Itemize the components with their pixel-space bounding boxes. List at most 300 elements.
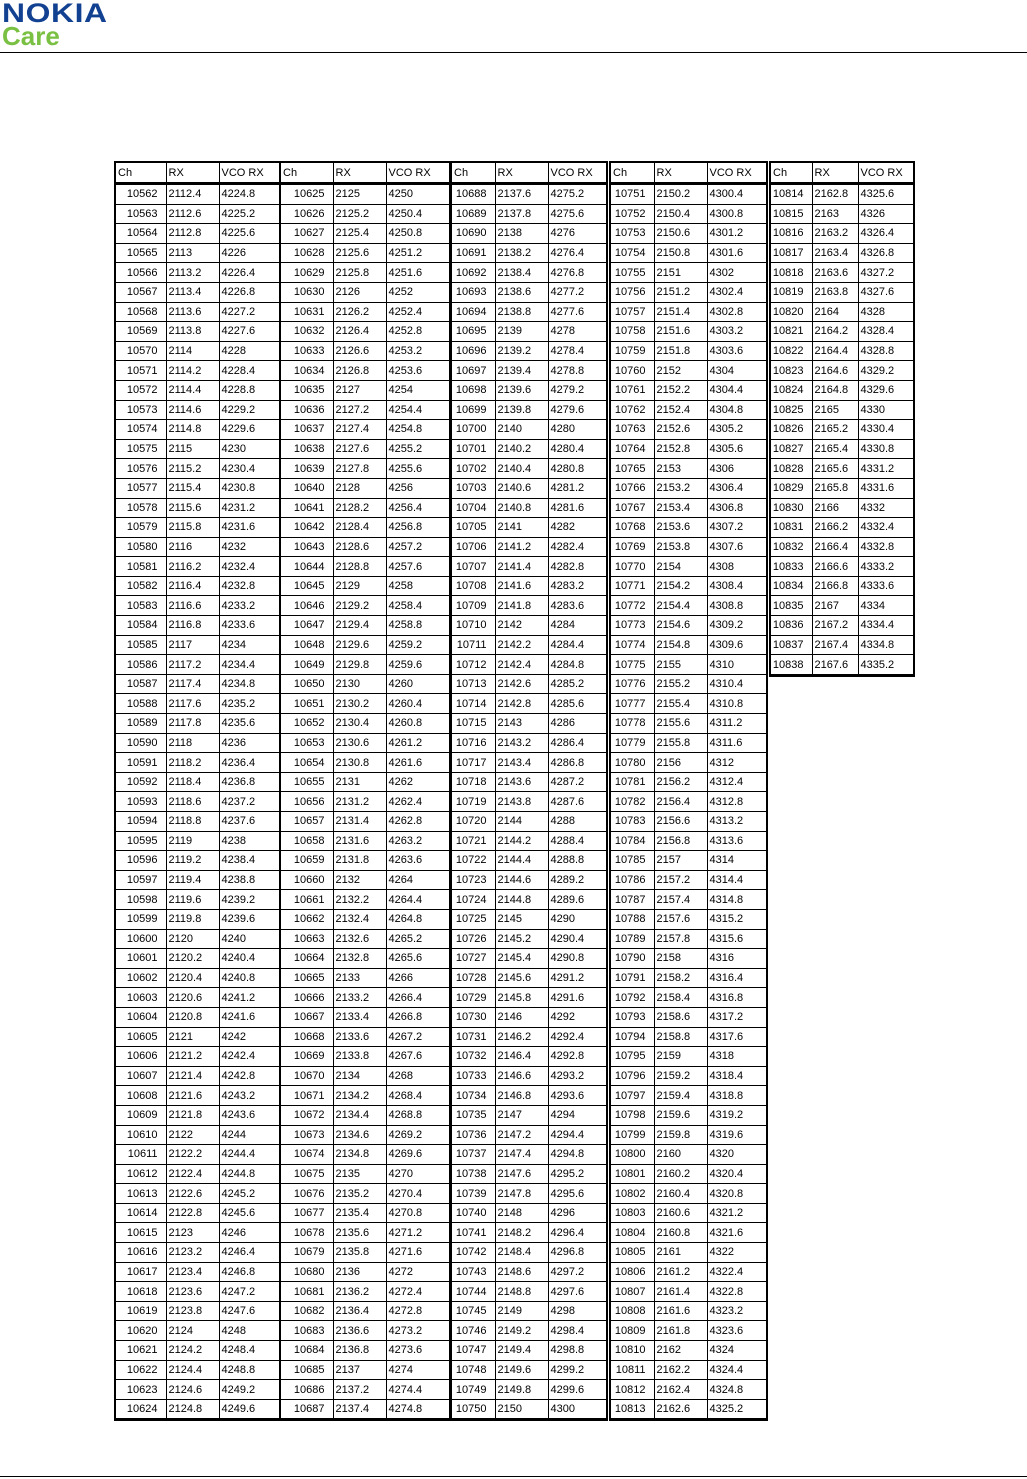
table-row (452, 1262, 606, 1282)
table-row (281, 733, 449, 753)
rx-cell: 2115.2 (166, 459, 219, 479)
ch-cell: 10775 (611, 655, 654, 675)
rx-cell: 2163.8 (812, 282, 858, 302)
vco-cell: 4245.2 (219, 1184, 279, 1204)
ch-cell: 10692 (452, 263, 495, 283)
vco-cell: 4298.8 (548, 1341, 606, 1361)
table-row (116, 753, 279, 773)
vco-cell: 4306.8 (707, 498, 766, 518)
table-row (116, 949, 279, 969)
table-row (452, 949, 606, 969)
ch-cell: 10677 (281, 1203, 333, 1223)
table-row (611, 851, 766, 871)
table-row (452, 1223, 606, 1243)
ch-cell: 10828 (771, 459, 812, 479)
vco-cell: 4296 (548, 1203, 606, 1223)
rx-cell: 2116.2 (166, 557, 219, 577)
rx-cell: 2160.8 (654, 1223, 707, 1243)
table-row (281, 1007, 449, 1027)
vco-cell: 4282.8 (548, 557, 606, 577)
table-row (452, 537, 606, 557)
vco-cell: 4252.8 (386, 322, 449, 342)
ch-cell: 10631 (281, 302, 333, 322)
vco-cell: 4244 (219, 1125, 279, 1145)
table-row (611, 1380, 766, 1400)
column-header-vco: VCO RX (548, 162, 606, 184)
vco-cell: 4241.6 (219, 1007, 279, 1027)
vco-cell: 4310.4 (707, 674, 766, 694)
vco-cell: 4252 (386, 282, 449, 302)
rx-cell: 2123.2 (166, 1243, 219, 1263)
table-row (611, 909, 766, 929)
table-row (116, 831, 279, 851)
vco-cell: 4236.8 (219, 772, 279, 792)
vco-cell: 4296.4 (548, 1223, 606, 1243)
rx-cell: 2159 (654, 1047, 707, 1067)
rx-cell: 2114 (166, 341, 219, 361)
vco-cell: 4308.4 (707, 576, 766, 596)
vco-cell: 4301.2 (707, 224, 766, 244)
table-row (452, 1380, 606, 1400)
table-row (116, 576, 279, 596)
ch-cell: 10777 (611, 694, 654, 714)
vco-cell: 4309.6 (707, 635, 766, 655)
table-row (452, 361, 606, 381)
ch-cell: 10602 (116, 968, 166, 988)
ch-cell: 10605 (116, 1027, 166, 1047)
vco-cell: 4244.8 (219, 1164, 279, 1184)
rx-cell: 2121.6 (166, 1086, 219, 1106)
table-row (116, 616, 279, 636)
ch-cell: 10676 (281, 1184, 333, 1204)
table-row (771, 478, 913, 498)
table-row (452, 322, 606, 342)
ch-cell: 10608 (116, 1086, 166, 1106)
rx-cell: 2140 (495, 420, 548, 440)
table-row (116, 341, 279, 361)
vco-cell: 4268.4 (386, 1086, 449, 1106)
rx-cell: 2113.4 (166, 282, 219, 302)
table-row (452, 968, 606, 988)
vco-cell: 4231.6 (219, 518, 279, 538)
table-header-row (281, 162, 449, 184)
header-divider (0, 52, 1027, 53)
rx-cell: 2129 (333, 576, 386, 596)
table-row (281, 635, 449, 655)
ch-cell: 10816 (771, 224, 812, 244)
ch-cell: 10712 (452, 655, 495, 675)
vco-cell: 4241.2 (219, 988, 279, 1008)
ch-cell: 10663 (281, 929, 333, 949)
table-row (281, 949, 449, 969)
vco-cell: 4314.8 (707, 890, 766, 910)
table-row (611, 1184, 766, 1204)
ch-cell: 10647 (281, 616, 333, 636)
ch-cell: 10709 (452, 596, 495, 616)
ch-cell: 10675 (281, 1164, 333, 1184)
rx-cell: 2153 (654, 459, 707, 479)
ch-cell: 10584 (116, 616, 166, 636)
vco-cell: 4255.2 (386, 439, 449, 459)
rx-cell: 2163.2 (812, 224, 858, 244)
ch-cell: 10686 (281, 1380, 333, 1400)
rx-cell: 2154.4 (654, 596, 707, 616)
ch-cell: 10783 (611, 812, 654, 832)
vco-cell: 4236.4 (219, 753, 279, 773)
rx-cell: 2118.8 (166, 812, 219, 832)
vco-cell: 4292.8 (548, 1047, 606, 1067)
vco-cell: 4281.2 (548, 478, 606, 498)
vco-cell: 4302 (707, 263, 766, 283)
vco-cell: 4301.6 (707, 243, 766, 263)
table-row (611, 439, 766, 459)
table-row (452, 909, 606, 929)
ch-cell: 10711 (452, 635, 495, 655)
table-row (611, 674, 766, 694)
table-row (452, 557, 606, 577)
vco-cell: 4247.6 (219, 1301, 279, 1321)
vco-cell: 4312.8 (707, 792, 766, 812)
table-row (116, 772, 279, 792)
vco-cell: 4291.6 (548, 988, 606, 1008)
rx-cell: 2112.8 (166, 224, 219, 244)
vco-cell: 4258.4 (386, 596, 449, 616)
table-row (116, 1262, 279, 1282)
vco-cell: 4283.6 (548, 596, 606, 616)
rx-cell: 2121 (166, 1027, 219, 1047)
ch-cell: 10585 (116, 635, 166, 655)
ch-cell: 10641 (281, 498, 333, 518)
rx-cell: 2147.4 (495, 1145, 548, 1165)
ch-cell: 10685 (281, 1360, 333, 1380)
ch-cell: 10673 (281, 1125, 333, 1145)
ch-cell: 10615 (116, 1223, 166, 1243)
vco-cell: 4326.8 (858, 243, 913, 263)
table-row (281, 890, 449, 910)
vco-cell: 4300.8 (707, 204, 766, 224)
table-row (452, 498, 606, 518)
ch-cell: 10758 (611, 322, 654, 342)
ch-cell: 10620 (116, 1321, 166, 1341)
rx-cell: 2149 (495, 1301, 548, 1321)
table-row (281, 655, 449, 675)
channel-table (452, 161, 606, 1419)
vco-cell: 4280 (548, 420, 606, 440)
vco-cell: 4303.2 (707, 322, 766, 342)
rx-cell: 2155.6 (654, 714, 707, 734)
rx-cell: 2156 (654, 753, 707, 773)
rx-cell: 2139.4 (495, 361, 548, 381)
table-row (281, 1399, 449, 1419)
rx-cell: 2159.6 (654, 1105, 707, 1125)
table-row (611, 322, 766, 342)
table-row (281, 1223, 449, 1243)
table-row (452, 988, 606, 1008)
vco-cell: 4295.6 (548, 1184, 606, 1204)
rx-cell: 2126.8 (333, 361, 386, 381)
rx-cell: 2114.4 (166, 380, 219, 400)
rx-cell: 2158 (654, 949, 707, 969)
vco-cell: 4259.2 (386, 635, 449, 655)
ch-cell: 10658 (281, 831, 333, 851)
ch-cell: 10799 (611, 1125, 654, 1145)
vco-cell: 4230.8 (219, 478, 279, 498)
vco-cell: 4258 (386, 576, 449, 596)
ch-cell: 10743 (452, 1262, 495, 1282)
table-row (281, 1301, 449, 1321)
table-row (116, 812, 279, 832)
table-row (452, 341, 606, 361)
table-row (281, 518, 449, 538)
vco-cell: 4257.2 (386, 537, 449, 557)
vco-cell: 4234.4 (219, 655, 279, 675)
table-row (281, 576, 449, 596)
vco-cell: 4329.6 (858, 380, 913, 400)
rx-cell: 2112.6 (166, 204, 219, 224)
ch-cell: 10598 (116, 890, 166, 910)
ch-cell: 10592 (116, 772, 166, 792)
vco-cell: 4326.4 (858, 224, 913, 244)
ch-cell: 10763 (611, 420, 654, 440)
table-row (611, 772, 766, 792)
table-row (611, 616, 766, 636)
rx-cell: 2131.6 (333, 831, 386, 851)
ch-cell: 10651 (281, 694, 333, 714)
ch-cell: 10594 (116, 812, 166, 832)
table-row (771, 322, 913, 342)
vco-cell: 4332 (858, 498, 913, 518)
rx-cell: 2116 (166, 537, 219, 557)
rx-cell: 2121.8 (166, 1105, 219, 1125)
vco-cell: 4314 (707, 851, 766, 871)
vco-cell: 4305.2 (707, 420, 766, 440)
vco-cell: 4278.8 (548, 361, 606, 381)
table-row (116, 1321, 279, 1341)
table-row (281, 1105, 449, 1125)
vco-cell: 4242 (219, 1027, 279, 1047)
ch-cell: 10638 (281, 439, 333, 459)
rx-cell: 2157.2 (654, 870, 707, 890)
table-row (116, 988, 279, 1008)
rx-cell: 2114.2 (166, 361, 219, 381)
vco-cell: 4316.8 (707, 988, 766, 1008)
rx-cell: 2115.8 (166, 518, 219, 538)
rx-cell: 2133 (333, 968, 386, 988)
vco-cell: 4293.6 (548, 1086, 606, 1106)
table-row (611, 1223, 766, 1243)
table-row (452, 655, 606, 675)
ch-cell: 10623 (116, 1380, 166, 1400)
rx-cell: 2117 (166, 635, 219, 655)
vco-cell: 4268 (386, 1066, 449, 1086)
ch-cell: 10746 (452, 1321, 495, 1341)
rx-cell: 2153.8 (654, 537, 707, 557)
rx-cell: 2143.4 (495, 753, 548, 773)
rx-cell: 2130 (333, 674, 386, 694)
table-row (116, 361, 279, 381)
channel-table (281, 161, 449, 1419)
vco-cell: 4268.8 (386, 1105, 449, 1125)
vco-cell: 4335.2 (858, 655, 913, 675)
table-row (771, 361, 913, 381)
vco-cell: 4319.6 (707, 1125, 766, 1145)
table-group-5 (769, 161, 915, 677)
table-row (771, 655, 913, 675)
rx-cell: 2167 (812, 596, 858, 616)
table-row (116, 204, 279, 224)
table-row (771, 498, 913, 518)
vco-cell: 4240 (219, 929, 279, 949)
rx-cell: 2123.6 (166, 1282, 219, 1302)
rx-cell: 2161 (654, 1243, 707, 1263)
rx-cell: 2124 (166, 1321, 219, 1341)
ch-cell: 10701 (452, 439, 495, 459)
ch-cell: 10753 (611, 224, 654, 244)
vco-cell: 4312 (707, 753, 766, 773)
table-row (281, 341, 449, 361)
vco-cell: 4288 (548, 812, 606, 832)
rx-cell: 2120.8 (166, 1007, 219, 1027)
vco-cell: 4272.8 (386, 1301, 449, 1321)
table-row (281, 400, 449, 420)
ch-cell: 10591 (116, 753, 166, 773)
vco-cell: 4327.6 (858, 282, 913, 302)
vco-cell: 4251.6 (386, 263, 449, 283)
rx-cell: 2160.4 (654, 1184, 707, 1204)
ch-cell: 10754 (611, 243, 654, 263)
rx-cell: 2124.4 (166, 1360, 219, 1380)
table-row (452, 439, 606, 459)
vco-cell: 4290.8 (548, 949, 606, 969)
table-header-row (611, 162, 766, 184)
vco-cell: 4293.2 (548, 1066, 606, 1086)
rx-cell: 2116.4 (166, 576, 219, 596)
rx-cell: 2137.4 (333, 1399, 386, 1419)
ch-cell: 10774 (611, 635, 654, 655)
table-row (452, 420, 606, 440)
ch-cell: 10755 (611, 263, 654, 283)
rx-cell: 2148.6 (495, 1262, 548, 1282)
rx-cell: 2144.6 (495, 870, 548, 890)
table-row (281, 1203, 449, 1223)
rx-cell: 2157.8 (654, 929, 707, 949)
table-row (611, 1027, 766, 1047)
vco-cell: 4224.8 (219, 184, 279, 205)
rx-cell: 2129.4 (333, 616, 386, 636)
column-header-rx: RX (654, 162, 707, 184)
ch-cell: 10710 (452, 616, 495, 636)
ch-cell: 10667 (281, 1007, 333, 1027)
vco-cell: 4271.6 (386, 1243, 449, 1263)
column-header-rx: RX (166, 162, 219, 184)
ch-cell: 10664 (281, 949, 333, 969)
rx-cell: 2119.8 (166, 909, 219, 929)
ch-cell: 10769 (611, 537, 654, 557)
ch-cell: 10616 (116, 1243, 166, 1263)
ch-cell: 10790 (611, 949, 654, 969)
ch-cell: 10803 (611, 1203, 654, 1223)
ch-cell: 10660 (281, 870, 333, 890)
ch-cell: 10614 (116, 1203, 166, 1223)
ch-cell: 10629 (281, 263, 333, 283)
ch-cell: 10750 (452, 1399, 495, 1419)
rx-cell: 2165.2 (812, 420, 858, 440)
table-row (452, 576, 606, 596)
ch-cell: 10652 (281, 714, 333, 734)
table-row (611, 400, 766, 420)
ch-cell: 10697 (452, 361, 495, 381)
table-row (281, 1164, 449, 1184)
rx-cell: 2120 (166, 929, 219, 949)
table-row (116, 537, 279, 557)
table-row (281, 282, 449, 302)
rx-cell: 2118.2 (166, 753, 219, 773)
table-row (281, 243, 449, 263)
rx-cell: 2117.6 (166, 694, 219, 714)
rx-cell: 2142.6 (495, 674, 548, 694)
ch-cell: 10611 (116, 1145, 166, 1165)
table-row (771, 518, 913, 538)
ch-cell: 10767 (611, 498, 654, 518)
rx-cell: 2128.8 (333, 557, 386, 577)
vco-cell: 4226.8 (219, 282, 279, 302)
table-row (452, 1321, 606, 1341)
table-row (452, 380, 606, 400)
rx-cell: 2131 (333, 772, 386, 792)
ch-cell: 10578 (116, 498, 166, 518)
ch-cell: 10719 (452, 792, 495, 812)
rx-cell: 2166.6 (812, 557, 858, 577)
ch-cell: 10565 (116, 243, 166, 263)
ch-cell: 10761 (611, 380, 654, 400)
vco-cell: 4287.2 (548, 772, 606, 792)
vco-cell: 4332.8 (858, 537, 913, 557)
rx-cell: 2127.4 (333, 420, 386, 440)
rx-cell: 2153.4 (654, 498, 707, 518)
rx-cell: 2149.8 (495, 1380, 548, 1400)
ch-cell: 10796 (611, 1066, 654, 1086)
vco-cell: 4255.6 (386, 459, 449, 479)
table-row (452, 635, 606, 655)
ch-cell: 10771 (611, 576, 654, 596)
table-row (611, 302, 766, 322)
rx-cell: 2134.8 (333, 1145, 386, 1165)
table-row (281, 478, 449, 498)
rx-cell: 2141 (495, 518, 548, 538)
rx-cell: 2140.8 (495, 498, 548, 518)
table-row (771, 224, 913, 244)
table-row (116, 1399, 279, 1419)
vco-cell: 4322 (707, 1243, 766, 1263)
vco-cell: 4288.8 (548, 851, 606, 871)
table-row (452, 302, 606, 322)
ch-cell: 10564 (116, 224, 166, 244)
rx-cell: 2131.2 (333, 792, 386, 812)
rx-cell: 2113.2 (166, 263, 219, 283)
ch-cell: 10694 (452, 302, 495, 322)
table-row (611, 1086, 766, 1106)
vco-cell: 4312.4 (707, 772, 766, 792)
rx-cell: 2160.6 (654, 1203, 707, 1223)
rx-cell: 2152.8 (654, 439, 707, 459)
ch-cell: 10577 (116, 478, 166, 498)
vco-cell: 4297.2 (548, 1262, 606, 1282)
ch-cell: 10820 (771, 302, 812, 322)
vco-cell: 4250 (386, 184, 449, 205)
table-row (771, 243, 913, 263)
table-row (116, 890, 279, 910)
table-row (281, 204, 449, 224)
